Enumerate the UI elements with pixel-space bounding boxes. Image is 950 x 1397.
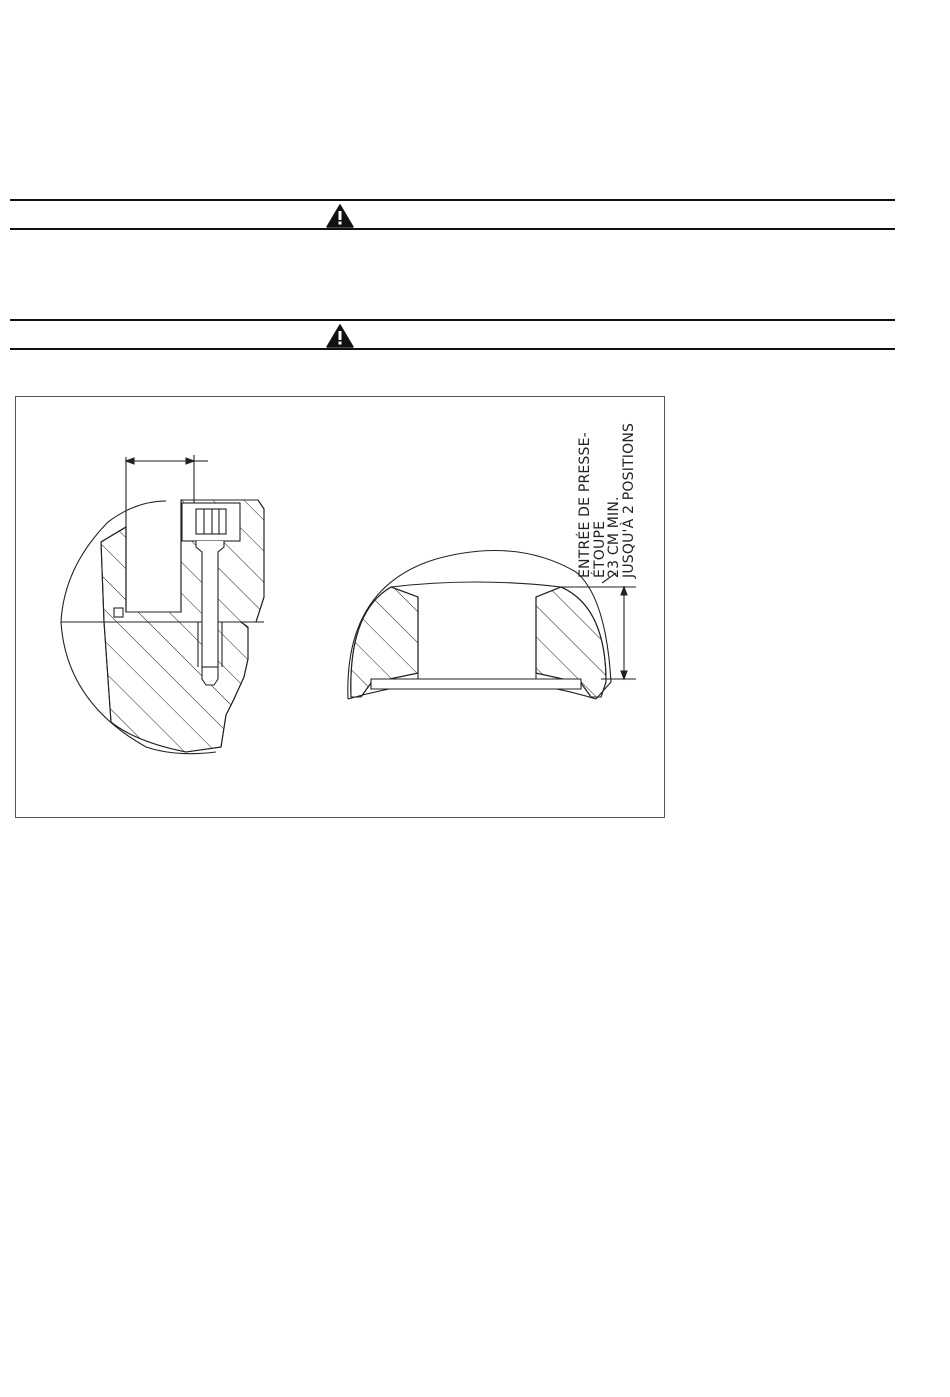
- callout-line-3: 23 CM MIN.: [606, 496, 622, 578]
- warning-triangle-icon: [326, 204, 354, 228]
- technical-drawing-frame: [15, 396, 665, 818]
- warning-triangle-icon: [326, 324, 354, 348]
- housing-section-left: [61, 455, 264, 754]
- callout-line-2: ÉTOUPE: [591, 520, 608, 578]
- warning-header-bar: [10, 199, 895, 230]
- callout-line-1: ENTRÉE DE PRESSE-: [577, 432, 593, 578]
- cross-section-drawing: [16, 397, 666, 819]
- gland-entry-callout: [578, 423, 636, 578]
- callout-line-4: JUSQU'À 2 POSITIONS: [620, 422, 637, 578]
- warning-header-bar: [10, 319, 895, 350]
